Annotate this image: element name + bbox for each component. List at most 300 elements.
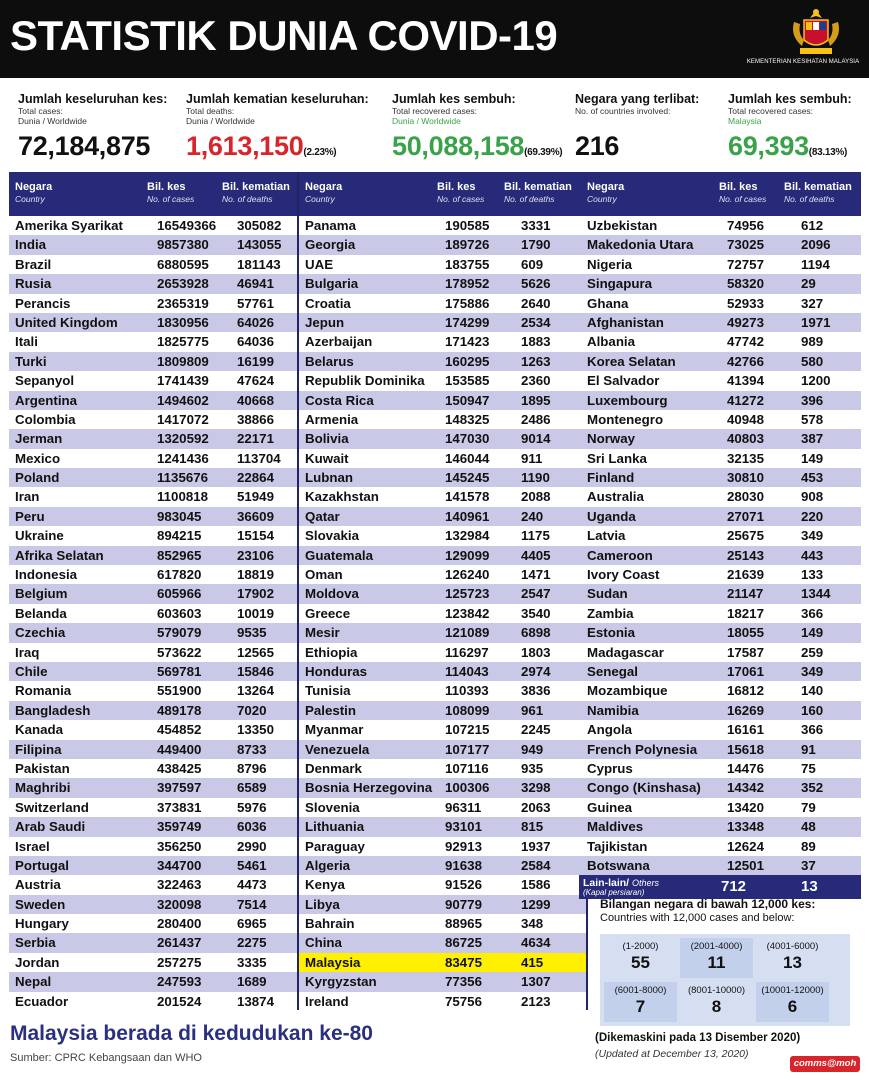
country-name: Ukraine <box>15 528 64 544</box>
updated-date-en: (Updated at December 13, 2020) <box>595 1048 749 1060</box>
case-count: 91526 <box>445 877 482 893</box>
stat-total-cases: Jumlah keseluruhan kes: Total cases: Dunia / Worldwide 72,184,875 <box>18 92 168 161</box>
table-row <box>299 391 586 410</box>
country-name: Estonia <box>587 625 636 641</box>
case-count: 100306 <box>445 780 490 796</box>
case-count: 1809809 <box>157 353 209 369</box>
case-count: 18055 <box>727 625 764 641</box>
table-row <box>9 720 299 739</box>
case-count: 88965 <box>445 916 482 932</box>
country-name: Lithuania <box>305 819 365 835</box>
country-name: Republik Dominika <box>305 373 425 389</box>
case-count: 148325 <box>445 411 490 427</box>
table-row <box>9 468 299 487</box>
case-count: 49273 <box>727 314 764 330</box>
table-row <box>579 740 861 759</box>
case-count: 1741439 <box>157 373 209 389</box>
case-count: 16549366 <box>157 218 217 233</box>
death-count: 908 <box>801 489 824 505</box>
country-name: Ethiopia <box>305 644 358 660</box>
country-name: Sweden <box>15 896 66 912</box>
stat-percent: (69.39%) <box>524 147 563 158</box>
table-row <box>9 371 299 390</box>
table-header: Negara Country Bil. kes No. of cases Bil. kematian No. of deaths <box>579 172 861 216</box>
table-row <box>9 604 299 623</box>
death-count: 46941 <box>237 276 274 292</box>
death-count: 1200 <box>801 373 831 389</box>
death-count: 23106 <box>237 547 274 563</box>
country-name: Austria <box>15 877 61 893</box>
table-row <box>9 914 299 933</box>
death-count: 79 <box>801 799 816 815</box>
country-name: Indonesia <box>15 567 78 583</box>
country-name: Switzerland <box>15 799 89 815</box>
country-name: Rusia <box>15 276 52 292</box>
death-count: 961 <box>521 702 544 718</box>
death-count: 143055 <box>237 237 282 253</box>
case-count: 438425 <box>157 760 202 776</box>
coat-of-arms-icon <box>786 6 846 58</box>
death-count: 48 <box>801 819 816 835</box>
table-row <box>9 643 299 662</box>
case-count: 201524 <box>157 993 202 1009</box>
table-row <box>299 294 586 313</box>
table-row <box>579 778 861 797</box>
table-column-2 <box>297 172 588 1010</box>
case-count: 16269 <box>727 702 764 718</box>
case-count: 178952 <box>445 276 490 292</box>
table-body <box>9 216 299 1011</box>
table-row <box>9 953 299 972</box>
case-count: 605966 <box>157 586 202 602</box>
death-count: 2990 <box>237 838 267 854</box>
table-row <box>9 817 299 836</box>
stat-total-deaths: Jumlah kematian keseluruhan: Total deaths: Dunia / Worldwide 1,613,150(2.23%) <box>186 92 369 161</box>
table-row <box>299 487 586 506</box>
death-count: 8733 <box>237 741 267 757</box>
stat-countries: Negara yang terlibat: No. of countries involved: 216 <box>575 92 700 161</box>
table-row <box>579 798 861 817</box>
case-count: 58320 <box>727 276 764 292</box>
death-count: 9535 <box>237 625 267 641</box>
country-name: Finland <box>587 470 635 486</box>
table-row <box>299 992 586 1011</box>
death-count: 2096 <box>801 237 831 253</box>
country-name: Arab Saudi <box>15 819 86 835</box>
case-count: 40948 <box>727 411 764 427</box>
case-count: 121089 <box>445 625 490 641</box>
death-count: 1190 <box>521 470 550 486</box>
case-count: 247593 <box>157 974 202 990</box>
table-row <box>299 643 586 662</box>
death-count: 609 <box>521 256 544 272</box>
death-count: 2486 <box>521 411 551 427</box>
country-name: Bangladesh <box>15 702 91 718</box>
table-row <box>579 274 861 293</box>
death-count: 47624 <box>237 373 274 389</box>
case-count: 150947 <box>445 392 490 408</box>
table-row <box>579 720 861 739</box>
death-count: 949 <box>521 741 544 757</box>
death-count: 6898 <box>521 625 551 641</box>
case-count: 1830956 <box>157 314 209 330</box>
table-row <box>299 565 586 584</box>
country-name: Namibia <box>587 702 639 718</box>
country-name: UAE <box>305 256 334 272</box>
death-count: 2584 <box>521 857 551 873</box>
case-count: 569781 <box>157 663 202 679</box>
stat-value: 72,184,875 <box>18 131 151 161</box>
country-name: Panama <box>305 218 356 233</box>
table-row <box>9 410 299 429</box>
death-count: 2360 <box>521 373 551 389</box>
death-count: 15846 <box>237 663 274 679</box>
case-count: 86725 <box>445 935 482 951</box>
case-count: 2365319 <box>157 295 209 311</box>
death-count: 989 <box>801 334 824 350</box>
country-name: Nepal <box>15 974 52 990</box>
death-count: 17902 <box>237 586 274 602</box>
case-count: 83475 <box>445 954 482 970</box>
table-row <box>299 817 586 836</box>
country-name: Qatar <box>305 508 340 524</box>
death-count: 2974 <box>521 663 551 679</box>
case-count: 257275 <box>157 954 202 970</box>
death-count: 40668 <box>237 392 274 408</box>
table-row <box>299 584 586 603</box>
case-count: 21639 <box>727 567 764 583</box>
case-count: 15618 <box>727 741 764 757</box>
country-name: Jerman <box>15 431 63 447</box>
death-count: 1883 <box>521 334 551 350</box>
death-count: 6589 <box>237 780 267 796</box>
table-row <box>579 410 861 429</box>
case-count: 14342 <box>727 780 764 796</box>
source-note: Sumber: CPRC Kebangsaan dan WHO <box>10 1052 202 1064</box>
death-count: 305082 <box>237 218 282 233</box>
table-row <box>299 546 586 565</box>
country-name: Azerbaijan <box>305 334 373 350</box>
country-name: Albania <box>587 334 636 350</box>
country-name: Costa Rica <box>305 392 374 408</box>
death-count: 1344 <box>801 586 831 602</box>
stat-value: 69,393 <box>728 131 809 161</box>
death-count: 580 <box>801 353 824 369</box>
stat-value: 1,613,150 <box>186 131 304 161</box>
death-count: 75 <box>801 760 816 776</box>
table-row <box>299 972 586 991</box>
death-count: 366 <box>801 722 824 738</box>
country-name: Greece <box>305 605 351 621</box>
case-count: 322463 <box>157 877 202 893</box>
case-count: 47742 <box>727 334 764 350</box>
country-name: Filipina <box>15 741 62 757</box>
death-count: 4473 <box>237 877 267 893</box>
country-name: Belanda <box>15 605 67 621</box>
country-name: Guinea <box>587 799 633 815</box>
death-count: 8796 <box>237 760 267 776</box>
death-count: 22864 <box>237 470 274 486</box>
country-name: Afghanistan <box>587 314 664 330</box>
table-row <box>9 875 299 894</box>
country-name: Cameroon <box>587 547 653 563</box>
country-name: French Polynesia <box>587 741 698 757</box>
death-count: 4405 <box>521 547 551 563</box>
death-count: 220 <box>801 508 824 524</box>
table-row <box>299 429 586 448</box>
death-count: 64036 <box>237 334 274 350</box>
death-count: 1194 <box>801 256 830 272</box>
table-row <box>579 255 861 274</box>
table-row <box>579 449 861 468</box>
table-row <box>9 352 299 371</box>
case-count: 171423 <box>445 334 490 350</box>
table-row <box>579 429 861 448</box>
country-name: El Salvador <box>587 373 660 389</box>
case-count: 13420 <box>727 799 764 815</box>
case-count: 52933 <box>727 295 764 311</box>
death-count: 352 <box>801 780 824 796</box>
death-count: 13350 <box>237 722 274 738</box>
death-count: 1803 <box>521 644 551 660</box>
table-row <box>579 662 861 681</box>
case-count: 16812 <box>727 683 764 699</box>
country-name: Venezuela <box>305 741 370 757</box>
case-count: 72757 <box>727 256 764 272</box>
table-row <box>579 391 861 410</box>
others-row: Lain-lain/ Others (Kapal persiaran) 712 13 <box>579 875 861 899</box>
table-row <box>579 837 861 856</box>
death-count: 7514 <box>237 896 267 912</box>
table-row <box>579 313 861 332</box>
table-row <box>299 604 586 623</box>
case-count: 1241436 <box>157 450 209 466</box>
table-row <box>579 546 861 565</box>
case-count: 1100818 <box>157 489 209 505</box>
country-name: Maldives <box>587 819 644 835</box>
country-name: Ghana <box>587 295 629 311</box>
country-name: Makedonia Utara <box>587 237 694 253</box>
country-name: Jordan <box>15 954 60 970</box>
death-count: 387 <box>801 431 824 447</box>
country-name: Argentina <box>15 392 78 408</box>
country-name: Jepun <box>305 314 345 330</box>
table-row <box>579 235 861 254</box>
country-name: Kanada <box>15 722 64 738</box>
table-row <box>579 352 861 371</box>
table-row <box>299 798 586 817</box>
table-row <box>9 332 299 351</box>
case-count: 190585 <box>445 218 490 233</box>
page-title: STATISTIK DUNIA COVID-19 <box>10 12 558 59</box>
death-count: 443 <box>801 547 824 563</box>
country-name: Ireland <box>305 993 349 1009</box>
table-row <box>579 604 861 623</box>
case-count: 132984 <box>445 528 490 544</box>
case-count: 397597 <box>157 780 202 796</box>
death-count: 1307 <box>521 974 551 990</box>
below-threshold-subtitle: Countries with 12,000 cases and below: <box>600 912 795 924</box>
case-count: 13348 <box>727 819 764 835</box>
table-row <box>299 895 586 914</box>
table-row <box>9 933 299 952</box>
table-row <box>9 740 299 759</box>
brand-badge: comms@moh <box>790 1056 860 1072</box>
death-count: 1895 <box>521 392 551 408</box>
case-count: 573622 <box>157 644 202 660</box>
table-row <box>9 216 299 235</box>
country-name: Algeria <box>305 857 351 873</box>
death-count: 10019 <box>237 605 274 621</box>
table-row <box>9 565 299 584</box>
table-row <box>299 740 586 759</box>
table-row <box>299 701 586 720</box>
case-count: 73025 <box>727 237 764 253</box>
updated-date: (Dikemaskini pada 13 Disember 2020) <box>595 1032 801 1044</box>
country-name: Iran <box>15 489 40 505</box>
country-name: Senegal <box>587 663 638 679</box>
table-row <box>299 933 586 952</box>
death-count: 2534 <box>521 314 551 330</box>
case-count: 110393 <box>445 683 489 699</box>
country-name: Tajikistan <box>587 838 648 854</box>
death-count: 2245 <box>521 722 551 738</box>
country-name: Botswana <box>587 857 650 873</box>
case-count: 30810 <box>727 470 764 486</box>
country-name: Belgium <box>15 586 68 602</box>
death-count: 5626 <box>521 276 551 292</box>
death-count: 181143 <box>237 256 281 272</box>
table-row <box>9 623 299 642</box>
table-row <box>9 681 299 700</box>
death-count: 1937 <box>521 838 551 854</box>
case-count: 454852 <box>157 722 202 738</box>
table-row <box>299 759 586 778</box>
country-name: Maghribi <box>15 780 71 796</box>
death-count: 91 <box>801 741 816 757</box>
case-count: 41394 <box>727 373 764 389</box>
stat-percent: (2.23%) <box>303 147 337 158</box>
death-count: 15154 <box>237 528 274 544</box>
death-count: 2275 <box>237 935 267 951</box>
table-row <box>299 856 586 875</box>
death-count: 3331 <box>521 218 551 233</box>
death-count: 327 <box>801 295 824 311</box>
case-count: 90779 <box>445 896 482 912</box>
case-count: 75756 <box>445 993 482 1009</box>
range-cell: (8001-10000) 8 <box>680 982 753 1022</box>
case-count: 189726 <box>445 237 490 253</box>
table-row <box>9 701 299 720</box>
country-name: Afrika Selatan <box>15 547 104 563</box>
table-row <box>9 507 299 526</box>
country-name: Cyprus <box>587 760 633 776</box>
case-count: 1825775 <box>157 334 209 350</box>
table-row <box>299 837 586 856</box>
country-name: Romania <box>15 683 72 699</box>
death-count: 1971 <box>801 314 831 330</box>
table-row <box>299 526 586 545</box>
table-row <box>9 759 299 778</box>
country-name: Poland <box>15 470 60 486</box>
country-name: Angola <box>587 722 633 738</box>
death-count: 6036 <box>237 819 267 835</box>
table-row <box>9 584 299 603</box>
table-row <box>9 856 299 875</box>
death-count: 51949 <box>237 489 274 505</box>
country-name: Kuwait <box>305 450 349 466</box>
death-count: 13264 <box>237 683 274 699</box>
table-row <box>9 972 299 991</box>
case-count: 14476 <box>727 760 764 776</box>
death-count: 3335 <box>237 954 267 970</box>
death-count: 1586 <box>521 877 551 893</box>
case-count: 28030 <box>727 489 764 505</box>
case-count: 153585 <box>445 373 490 389</box>
case-count: 175886 <box>445 295 490 311</box>
stat-recovered-malaysia: Jumlah kes sembuh: Total recovered cases: Malaysia 69,393(83.13%) <box>728 92 852 161</box>
case-count: 489178 <box>157 702 202 718</box>
table-row <box>579 681 861 700</box>
table-row <box>299 914 586 933</box>
death-count: 1263 <box>521 353 551 369</box>
table-row <box>9 662 299 681</box>
case-count: 356250 <box>157 838 202 854</box>
case-count: 17587 <box>727 644 764 660</box>
death-count: 149 <box>801 625 824 641</box>
country-name: Hungary <box>15 916 69 932</box>
death-count: 4634 <box>521 935 551 951</box>
country-name: Chile <box>15 663 48 679</box>
country-name: Georgia <box>305 237 356 253</box>
country-name: Mexico <box>15 450 61 466</box>
country-name: Turki <box>15 353 47 369</box>
country-name: Kenya <box>305 877 345 893</box>
table-row <box>9 546 299 565</box>
death-count: 160 <box>801 702 824 718</box>
death-count: 349 <box>801 663 824 679</box>
country-name: Sepanyol <box>15 373 75 389</box>
table-row <box>299 332 586 351</box>
death-count: 9014 <box>521 431 551 447</box>
case-count: 114043 <box>445 663 489 679</box>
country-name: Mozambique <box>587 683 668 699</box>
table-row <box>9 391 299 410</box>
header-bar <box>0 0 869 78</box>
range-cell: (6001-8000) 7 <box>604 982 677 1022</box>
country-name: Serbia <box>15 935 56 951</box>
death-count: 7020 <box>237 702 267 718</box>
table-row <box>299 623 586 642</box>
death-count: 578 <box>801 411 824 427</box>
case-count: 2653928 <box>157 276 209 292</box>
table-row <box>299 410 586 429</box>
table-row <box>9 429 299 448</box>
table-row <box>9 274 299 293</box>
table-row <box>9 449 299 468</box>
country-name: Perancis <box>15 295 71 311</box>
table-row <box>299 720 586 739</box>
death-count: 348 <box>521 916 544 932</box>
table-body <box>579 216 861 875</box>
country-name: Honduras <box>305 663 368 679</box>
case-count: 123842 <box>445 605 490 621</box>
country-name: Guatemala <box>305 547 373 563</box>
case-count: 18217 <box>727 605 764 621</box>
country-name: Iraq <box>15 644 40 660</box>
table-row <box>299 662 586 681</box>
ministry-label: KEMENTERIAN KESIHATAN MALAYSIA <box>746 59 860 65</box>
